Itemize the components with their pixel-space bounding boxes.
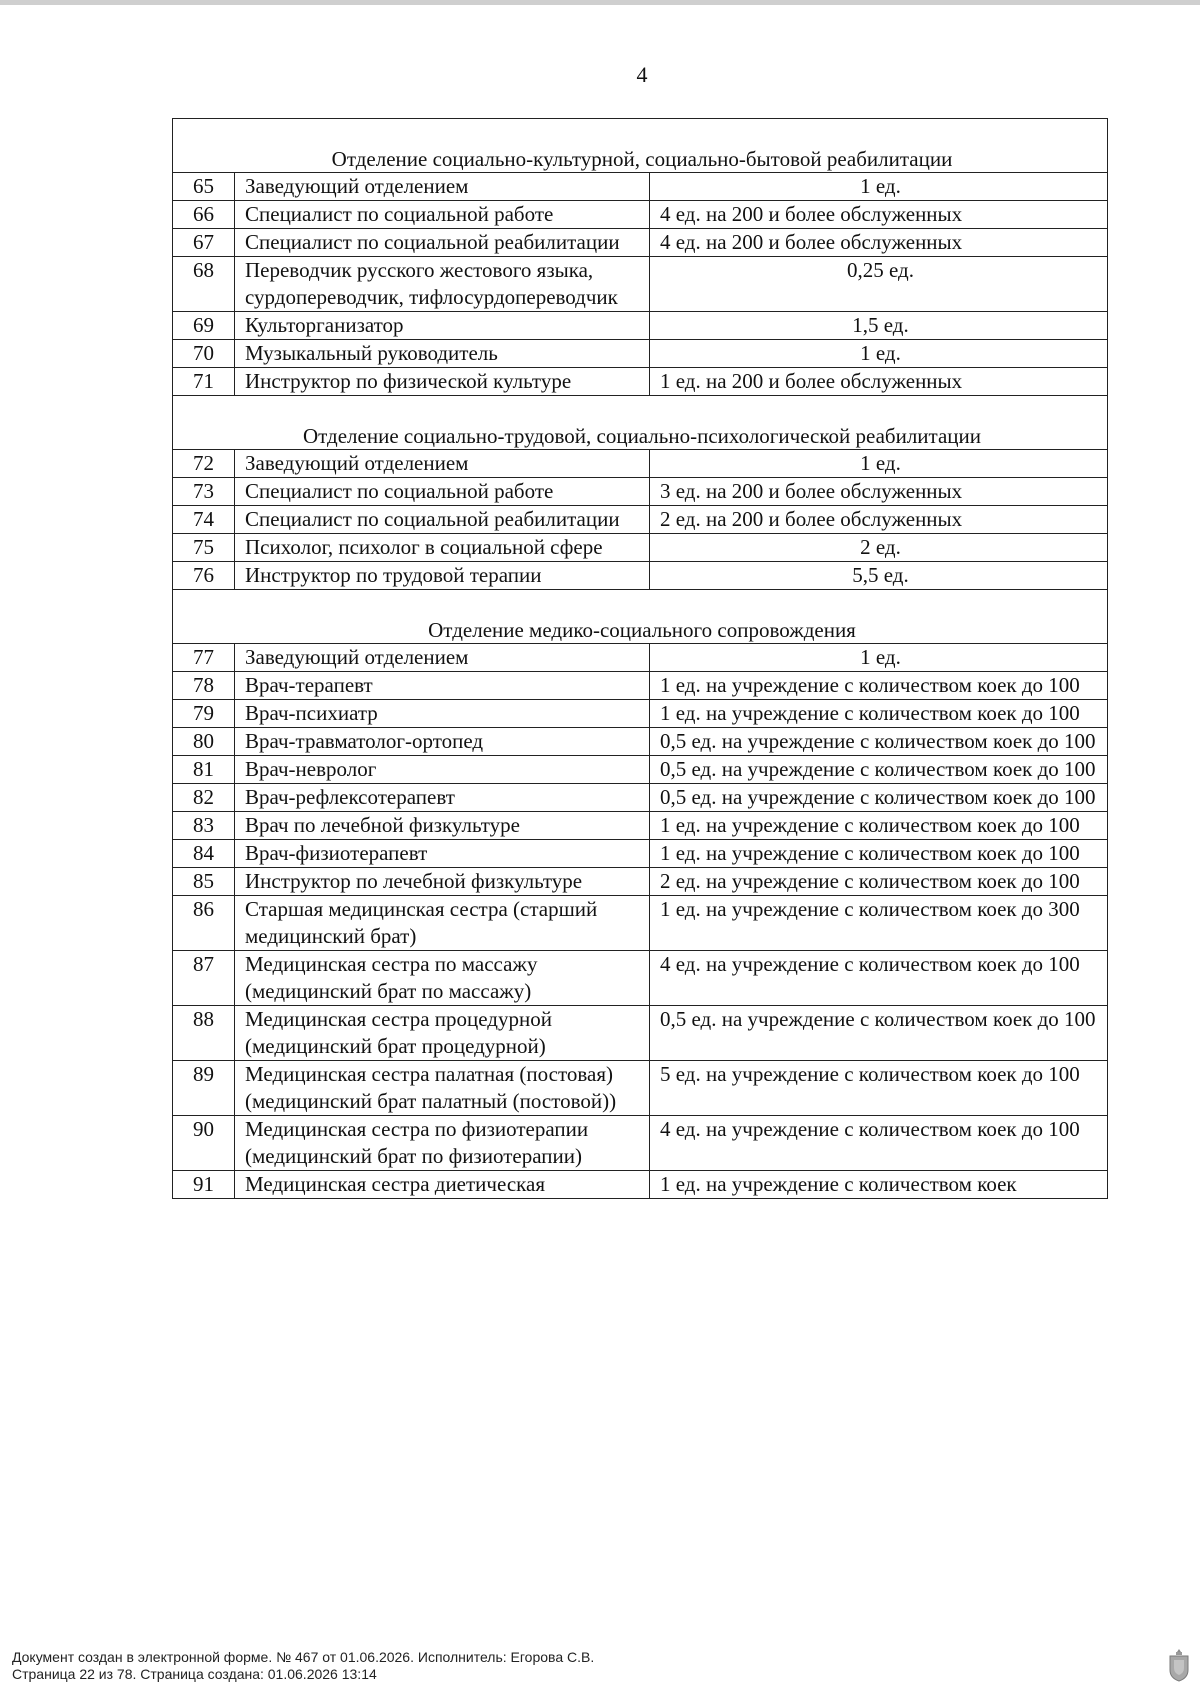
table-row bbox=[173, 229, 1108, 257]
row-number: 83 bbox=[173, 812, 235, 840]
row-number: 66 bbox=[173, 201, 235, 229]
staffing-norm: 1 ед. bbox=[650, 450, 1108, 478]
position-name: Медицинская сестра по массажу (медицинский брат по массажу) bbox=[235, 951, 650, 1006]
position-name: Инструктор по лечебной физкультуре bbox=[235, 868, 650, 896]
row-number: 82 bbox=[173, 784, 235, 812]
table-row bbox=[173, 728, 1108, 756]
position-name: Медицинская сестра палатная (постовая) (медицинский брат палатный (постовой)) bbox=[235, 1061, 650, 1116]
table-row bbox=[173, 896, 1108, 951]
row-number: 78 bbox=[173, 672, 235, 700]
table-row bbox=[173, 312, 1108, 340]
row-number: 74 bbox=[173, 506, 235, 534]
row-number: 90 bbox=[173, 1116, 235, 1171]
table-row bbox=[173, 534, 1108, 562]
position-name: Врач-терапевт bbox=[235, 672, 650, 700]
position-name: Психолог, психолог в социальной сфере bbox=[235, 534, 650, 562]
row-number: 91 bbox=[173, 1171, 235, 1199]
staffing-norm: 1 ед. на учреждение с количеством коек bbox=[650, 1171, 1108, 1199]
staffing-norm: 1 ед. bbox=[650, 173, 1108, 201]
staffing-norm: 1,5 ед. bbox=[650, 312, 1108, 340]
table-row bbox=[173, 672, 1108, 700]
row-number: 68 bbox=[173, 257, 235, 312]
row-number: 84 bbox=[173, 840, 235, 868]
staffing-norm: 0,5 ед. на учреждение с количеством коек до 100 bbox=[650, 784, 1108, 812]
staffing-table-body bbox=[173, 119, 1108, 1199]
staffing-norm: 1 ед. на учреждение с количеством коек до 100 bbox=[650, 700, 1108, 728]
table-row bbox=[173, 1061, 1108, 1116]
staffing-norm: 1 ед. на учреждение с количеством коек до 100 bbox=[650, 812, 1108, 840]
position-name: Инструктор по физической культуре bbox=[235, 368, 650, 396]
table-row bbox=[173, 478, 1108, 506]
staffing-norm: 4 ед. на 200 и более обслуженных bbox=[650, 201, 1108, 229]
staffing-norm: 2 ед. на 200 и более обслуженных bbox=[650, 506, 1108, 534]
row-number: 67 bbox=[173, 229, 235, 257]
position-name: Специалист по социальной реабилитации bbox=[235, 229, 650, 257]
table-row bbox=[173, 756, 1108, 784]
row-number: 89 bbox=[173, 1061, 235, 1116]
row-number: 65 bbox=[173, 173, 235, 201]
table-row bbox=[173, 506, 1108, 534]
position-name: Специалист по социальной реабилитации bbox=[235, 506, 650, 534]
row-number: 71 bbox=[173, 368, 235, 396]
position-name: Музыкальный руководитель bbox=[235, 340, 650, 368]
table-row bbox=[173, 812, 1108, 840]
table-row bbox=[173, 1171, 1108, 1199]
staffing-norm: 1 ед. на учреждение с количеством коек до 100 bbox=[650, 672, 1108, 700]
row-number: 88 bbox=[173, 1006, 235, 1061]
position-name: Врач-физиотерапевт bbox=[235, 840, 650, 868]
row-number: 73 bbox=[173, 478, 235, 506]
staffing-norm: 4 ед. на 200 и более обслуженных bbox=[650, 229, 1108, 257]
position-name: Переводчик русского жестового языка, сурдопереводчик, тифлосурдопереводчик bbox=[235, 257, 650, 312]
staffing-norm: 1 ед. bbox=[650, 340, 1108, 368]
position-name: Медицинская сестра процедурной (медицинский брат процедурной) bbox=[235, 1006, 650, 1061]
table-row bbox=[173, 644, 1108, 672]
row-number: 80 bbox=[173, 728, 235, 756]
staffing-norm: 1 ед. на учреждение с количеством коек до 300 bbox=[650, 896, 1108, 951]
row-number: 86 bbox=[173, 896, 235, 951]
table-row bbox=[173, 368, 1108, 396]
row-number: 72 bbox=[173, 450, 235, 478]
table-row bbox=[173, 173, 1108, 201]
position-name: Врач-психиатр bbox=[235, 700, 650, 728]
table-row bbox=[173, 201, 1108, 229]
table-row bbox=[173, 700, 1108, 728]
staffing-table bbox=[172, 118, 1108, 1199]
section-header-row bbox=[173, 119, 1108, 173]
position-name: Заведующий отделением bbox=[235, 644, 650, 672]
position-name: Заведующий отделением bbox=[235, 173, 650, 201]
table-row bbox=[173, 450, 1108, 478]
section-title: Отделение медико-социального сопровождения bbox=[173, 590, 1108, 644]
section-title: Отделение социально-трудовой, социально-психологической реабилитации bbox=[173, 396, 1108, 450]
position-name: Специалист по социальной работе bbox=[235, 478, 650, 506]
table-row bbox=[173, 868, 1108, 896]
position-name: Врач-травматолог-ортопед bbox=[235, 728, 650, 756]
row-number: 77 bbox=[173, 644, 235, 672]
position-name: Старшая медицинская сестра (старший медицинский брат) bbox=[235, 896, 650, 951]
table-row bbox=[173, 340, 1108, 368]
row-number: 85 bbox=[173, 868, 235, 896]
staffing-norm: 0,5 ед. на учреждение с количеством коек до 100 bbox=[650, 756, 1108, 784]
position-name: Медицинская сестра по физиотерапии (медицинский брат по физиотерапии) bbox=[235, 1116, 650, 1171]
staffing-norm: 0,5 ед. на учреждение с количеством коек до 100 bbox=[650, 728, 1108, 756]
row-number: 70 bbox=[173, 340, 235, 368]
table-row bbox=[173, 1006, 1108, 1061]
staffing-norm: 2 ед. на учреждение с количеством коек до 100 bbox=[650, 868, 1108, 896]
staffing-norm: 0,5 ед. на учреждение с количеством коек до 100 bbox=[650, 1006, 1108, 1061]
staffing-norm: 1 ед. bbox=[650, 644, 1108, 672]
position-name: Врач-невролог bbox=[235, 756, 650, 784]
staffing-norm: 5,5 ед. bbox=[650, 562, 1108, 590]
staffing-norm: 1 ед. на учреждение с количеством коек до 100 bbox=[650, 840, 1108, 868]
row-number: 76 bbox=[173, 562, 235, 590]
table-row bbox=[173, 951, 1108, 1006]
document-footer bbox=[12, 1649, 594, 1683]
table-row bbox=[173, 1116, 1108, 1171]
position-name: Специалист по социальной работе bbox=[235, 201, 650, 229]
table-row bbox=[173, 784, 1108, 812]
page-number: 4 bbox=[636, 62, 648, 87]
table-row bbox=[173, 840, 1108, 868]
position-name: Заведующий отделением bbox=[235, 450, 650, 478]
table-row bbox=[173, 257, 1108, 312]
footer-line-document-info: Документ создан в электронной форме. № 467 от 01.06.2026. Исполнитель: Егорова С.В. bbox=[12, 1649, 595, 1665]
row-number: 69 bbox=[173, 312, 235, 340]
position-name: Врач-рефлексотерапевт bbox=[235, 784, 650, 812]
staffing-norm: 3 ед. на 200 и более обслуженных bbox=[650, 478, 1108, 506]
staffing-norm: 0,25 ед. bbox=[650, 257, 1108, 312]
staffing-norm: 4 ед. на учреждение с количеством коек до 100 bbox=[650, 951, 1108, 1006]
position-name: Врач по лечебной физкультуре bbox=[235, 812, 650, 840]
row-number: 81 bbox=[173, 756, 235, 784]
staffing-norm: 2 ед. bbox=[650, 534, 1108, 562]
section-header-row bbox=[173, 396, 1108, 450]
staffing-norm: 4 ед. на учреждение с количеством коек до 100 bbox=[650, 1116, 1108, 1171]
row-number: 87 bbox=[173, 951, 235, 1006]
position-name: Культорганизатор bbox=[235, 312, 650, 340]
section-header-row bbox=[173, 590, 1108, 644]
table-row bbox=[173, 562, 1108, 590]
row-number: 79 bbox=[173, 700, 235, 728]
section-title: Отделение социально-культурной, социально-бытовой реабилитации bbox=[173, 119, 1108, 173]
position-name: Инструктор по трудовой терапии bbox=[235, 562, 650, 590]
row-number: 75 bbox=[173, 534, 235, 562]
staffing-norm: 5 ед. на учреждение с количеством коек до 100 bbox=[650, 1061, 1108, 1116]
position-name: Медицинская сестра диетическая bbox=[235, 1171, 650, 1199]
staffing-norm: 1 ед. на 200 и более обслуженных bbox=[650, 368, 1108, 396]
scan-top-edge bbox=[0, 0, 1200, 5]
footer-line-page-info: Страница 22 из 78. Страница создана: 01.06.2026 13:14 bbox=[12, 1666, 377, 1682]
coat-of-arms-icon bbox=[1168, 1648, 1190, 1682]
